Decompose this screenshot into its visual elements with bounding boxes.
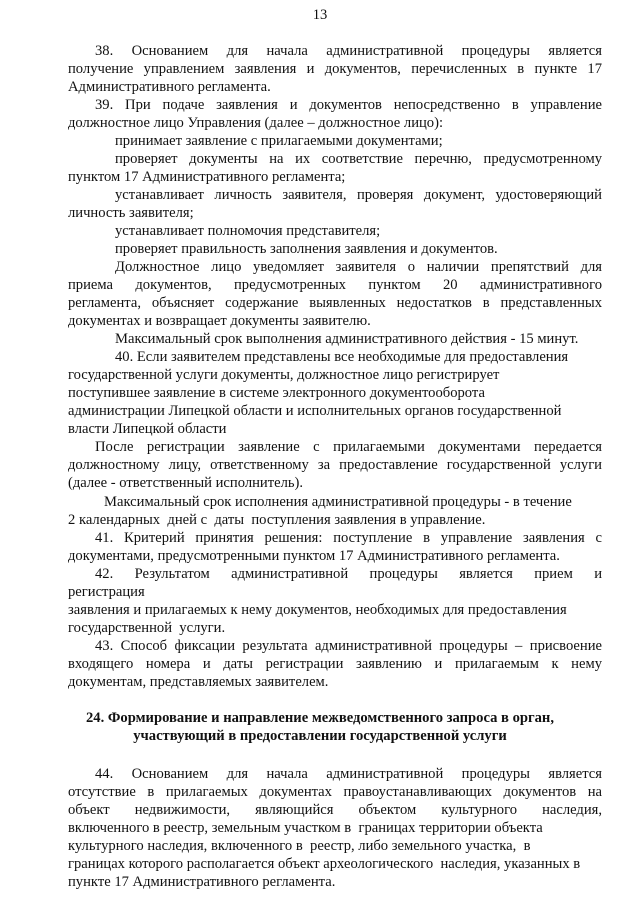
p44-line-3: объект недвижимости, являющийся объектом культурного наследия, [68,802,602,818]
p40-max-time-1: Максимальный срок исполнения административной процедуры - в течение [104,494,572,510]
p44-line-5: культурного наследия, включенного в реестр, либо земельного участка, в [68,838,531,854]
p43-line-2: входящего номера и даты регистрации заявлению и прилагаемым к нему [68,656,602,672]
p39-item-check-docs-1: проверяет документы на их соответствие перечню, предусмотренному [115,151,602,167]
p41-line-1: 41. Критерий принятия решения: поступление в управление заявления с [95,530,602,546]
p39-line-2: должностное лицо Управления (далее – должностное лицо): [68,115,444,131]
p42-line-3: заявления и прилагаемых к нему документов, необходимых для предоставления [68,602,567,618]
p40-line-4: администрации Липецкой области и исполнительных органов государственной [68,403,562,419]
p44-line-7: пункте 17 Административного регламента. [68,874,336,890]
p39-max-time: Максимальный срок выполнения административного действия - 15 минут. [115,331,579,347]
p42-line-1: 42. Результатом административной процедуры является прием и [95,566,602,582]
p39-item-identity-1: устанавливает личность заявителя, проверяя документ, удостоверяющий [115,187,602,203]
p42-line-4: государственной услуги. [68,620,226,636]
p44-line-6: границах которого располагается объект археологического наследия, указанных в [68,856,581,872]
p40-max-time-2: 2 календарных дней с даты поступления заявления в управление. [68,512,486,528]
p40-after-reg-line-2: должностному лицу, ответственному за предоставление государственной услуги [68,457,602,473]
p39-line-1: 39. При подаче заявления и документов непосредственно в управление [95,97,602,113]
p44-line-2: отсутствие в прилагаемых документах правоустанавливающих документов на [68,784,602,800]
p40-line-1: 40. Если заявителем представлены все необходимые для предоставления [115,349,569,365]
p39-item-authority: устанавливает полномочия представителя; [115,223,381,239]
p40-line-3: поступившее заявление в системе электронного документооборота [68,385,485,401]
p43-line-3: документам, представляемых заявителем. [68,674,329,690]
section-heading-line-2: участвующий в предоставлении государственной услуги [133,728,507,744]
p44-line-4: включенного в реестр, земельным участком в границах территории объекта [68,820,543,836]
p40-after-reg-line-3: (далее - ответственный исполнитель). [68,475,304,491]
p39-item-accept: принимает заявление с прилагаемыми документами; [115,133,443,149]
p41-line-2: документами, предусмотренными пунктом 17 Административного регламента. [68,548,560,564]
p39-notice-line-1: Должностное лицо уведомляет заявителя о наличии препятствий для [115,259,602,275]
p40-line-2: государственной услуги документы, должностное лицо регистрирует [68,367,500,383]
p38-line-1: 38. Основанием для начала административной процедуры является [95,43,602,59]
page-number: 13 [312,7,328,23]
section-heading-line-1: 24. Формирование и направление межведомственного запроса в орган, [86,710,554,726]
p39-notice-line-2: приема документов, предусмотренных пунктом 20 административного [68,277,602,293]
p42-line-2: регистрация [68,584,145,600]
p40-line-5: власти Липецкой области [68,421,227,437]
p44-line-1: 44. Основанием для начала административной процедуры является [95,766,602,782]
p39-item-identity-2: личность заявителя; [68,205,194,221]
p43-line-1: 43. Способ фиксации результата административной процедуры – присвоение [95,638,602,654]
p39-notice-line-4: документах и возвращает документы заявителю. [68,313,371,329]
p40-after-reg-line-1: После регистрации заявление с прилагаемыми документами передается [95,439,602,455]
p38-line-2: получение управлением заявления и документов, перечисленных в пункте 17 [68,61,602,77]
p39-notice-line-3: регламента, объясняет содержание выявленных недостатков в представленных [68,295,602,311]
p39-item-correctness: проверяет правильность заполнения заявления и документов. [115,241,498,257]
p39-item-check-docs-2: пунктом 17 Административного регламента; [68,169,346,185]
p38-line-3: Административного регламента. [68,79,271,95]
